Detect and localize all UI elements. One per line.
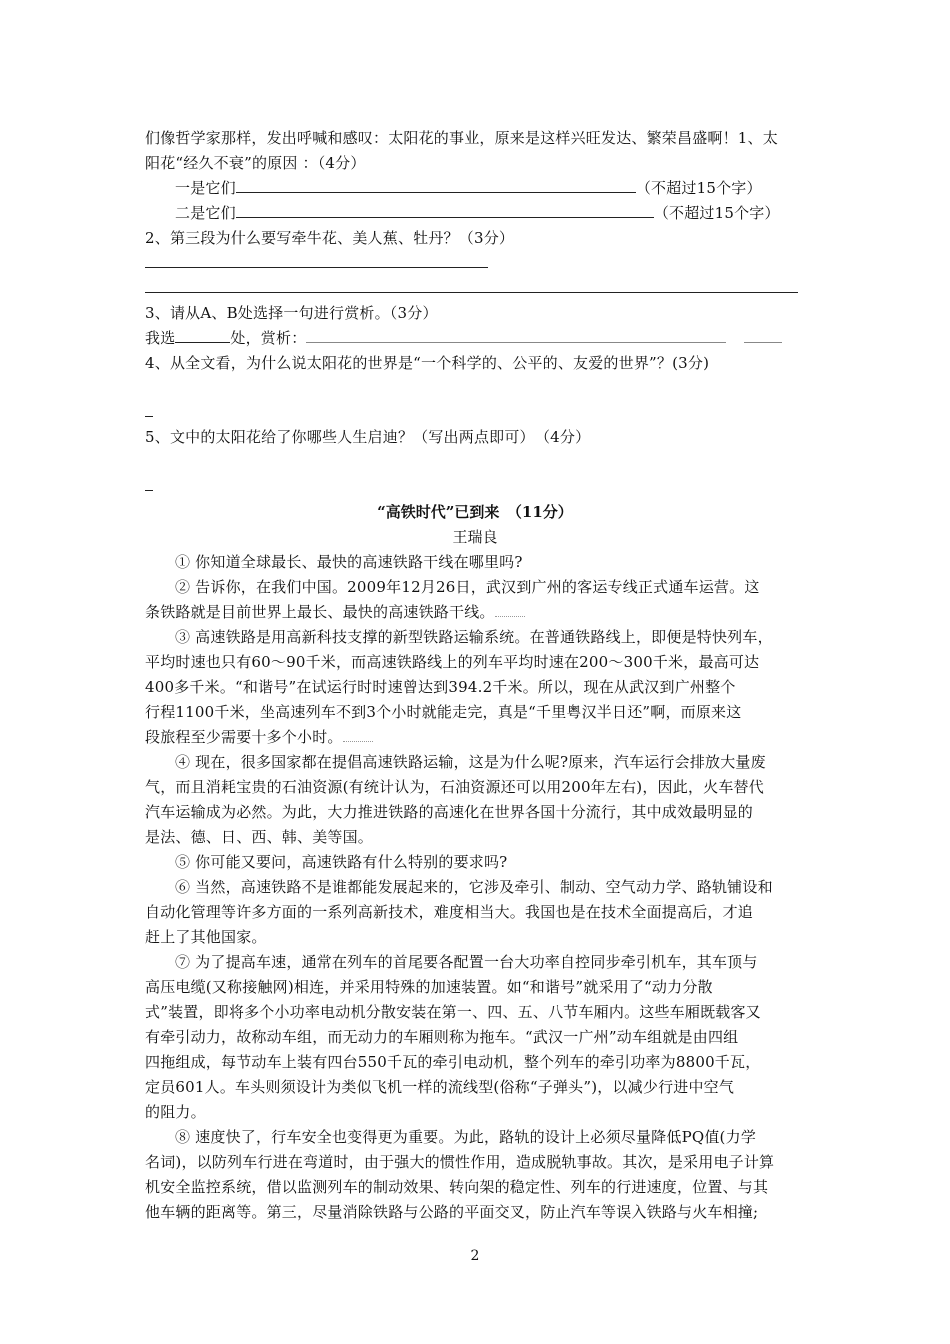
article-author: 王瑞良 <box>452 528 498 546</box>
q5-text: 5、文中的太阳花给了你哪些人生启迪？（写出两点即可） （4分） <box>145 428 591 446</box>
article-line: ⑦ 为了提高车速，通常在列车的首尾要各配置一台大功率自控同步牵引机车，其车顶与 <box>175 953 758 971</box>
article-line: 行程1100千米，坐高速列车不到3个小时就能走完，真是“千里粤汉半日还”啊，而原来这 <box>145 703 742 721</box>
article-line: ⑥ 当然，高速铁路不是谁都能发展起来的，它涉及牵引、制动、空气动力学、路轨铺设和 <box>175 878 773 896</box>
q3-choose-middle: 处，赏析： <box>230 329 307 347</box>
article-line: 赶上了其他国家。 <box>145 928 267 946</box>
article-line: ① 你知道全球最长、最快的高速铁路干线在哪里吗? <box>175 553 523 571</box>
q1-b-blank[interactable] <box>236 203 654 218</box>
q1-answer-b <box>175 203 780 223</box>
article-line: 四拖组成，每节动车上装有四台550千瓦的牵引电动机，整个列车的牵引功率为8800千瓦， <box>145 1053 761 1071</box>
q2-text: 2、第三段为什么要写牵牛花、美人蕉、牡丹？（3分） <box>145 229 515 247</box>
page-number: 2 <box>470 1248 480 1264</box>
q3-analysis-blank-end[interactable] <box>744 328 782 343</box>
article-line: ② 告诉你，在我们中国。2009年12月26日，武汉到广州的客运专线正式通车运营。这 <box>175 578 760 596</box>
q1-a-prefix: 一是它们 <box>175 179 236 197</box>
article-line: 定员601人。车头则须设计为类似飞机一样的流线型(俗称“子弹头”)，以减少行进中空气 <box>145 1078 735 1096</box>
continuation-line-2: 阳花“经久不衰”的原因 ：（4分） <box>145 154 366 172</box>
continuation-line-1: 们像哲学家那样，发出呼喊和感叹：太阳花的事业，原来是这样兴旺发达、繁荣昌盛啊！1、太 <box>145 129 778 147</box>
q3-choose-prefix: 我选 <box>145 329 176 347</box>
q5-answer-mark[interactable] <box>145 490 153 491</box>
article-line: 机安全监控系统，借以监测列车的制动效果、转向架的稳定性、列车的行进速度，位置、与其 <box>145 1178 769 1196</box>
article-line: 气，而且消耗宝贵的石油资源(有统计认为，石油资源还可以用200年左右)，因此，火车替代 <box>145 778 764 796</box>
q2-answer-line-1[interactable] <box>145 267 488 268</box>
q4-answer-mark[interactable] <box>145 416 153 417</box>
q3-choose-line <box>145 328 782 348</box>
q3-text: 3、请从A、B处选择一句进行赏析。（3分） <box>145 304 438 322</box>
q1-b-suffix: （不超过15个字） <box>653 204 780 222</box>
article-line: 自动化管理等许多方面的一系列高新技术，难度相当大。我国也是在技术全面提高后，才追 <box>145 903 754 921</box>
article-line: 名词)，以防列车行进在弯道时，由于强大的惯性作用，造成脱轨事故。其次，是采用电子计算 <box>145 1153 775 1171</box>
article-title: “高铁时代”已到来 （11分） <box>377 503 573 521</box>
q1-a-suffix: （不超过15个字） <box>635 179 762 197</box>
article-line: 是法、德、日、西、韩、美等国。 <box>145 828 374 846</box>
q2-answer-line-2[interactable] <box>145 292 798 293</box>
article-line: 条铁路就是目前世界上最长、最快的高速铁路干线。 <box>145 602 525 622</box>
article-line: 式”装置，即将多个小功率电动机分散安装在第一、四、五、八节车厢内。这些车厢既载客又 <box>145 1003 761 1021</box>
q4-text: 4、从全文看，为什么说太阳花的世界是“一个科学的、公平的、友爱的世界”？(3分) <box>145 354 710 372</box>
article-line: 平均时速也只有60～90千米，而高速铁路线上的列车平均时速在200～300千米，最高可达 <box>145 653 760 671</box>
article-line: ⑧ 速度快了，行车安全也变得更为重要。为此，路轨的设计上必须尽量降低PQ值(力学 <box>175 1128 757 1146</box>
article-line: 高压电缆(又称接触网)相连，并采用特殊的加速装置。如“和谐号”就采用了“动力分散 <box>145 978 713 996</box>
article-line: 他车辆的距离等。第三，尽量消除铁路与公路的平面交叉，防止汽车等误入铁路与火车相撞; <box>145 1203 759 1221</box>
q1-a-blank[interactable] <box>236 178 636 193</box>
article-line: 段旅程至少需要十多个小时。 <box>145 727 373 747</box>
q1-b-prefix: 二是它们 <box>175 204 236 222</box>
article-line: 400多千米。“和谐号”在试运行时时速曾达到394.2千米。所以，现在从武汉到广州整个 <box>145 678 736 696</box>
article-line: ⑤ 你可能又要问，高速铁路有什么特别的要求吗? <box>175 853 508 871</box>
article-line: ④ 现在，很多国家都在提倡高速铁路运输，这是为什么呢?原来，汽车运行会排放大量废 <box>175 753 766 771</box>
article-line: 汽车运输成为必然。为此，大力推进铁路的高速化在世界各国十分流行，其中成效最明显的 <box>145 803 754 821</box>
article-line: 的阻力。 <box>145 1103 206 1121</box>
article-line: ③ 高速铁路是用高新科技支撑的新型铁路运输系统。在普通铁路线上，即便是特快列车， <box>175 628 773 646</box>
q1-answer-a <box>175 178 762 198</box>
spellcheck-mark <box>495 606 525 617</box>
q3-analysis-blank[interactable] <box>306 328 726 343</box>
article-line: 有牵引动力，故称动车组，而无动力的车厢则称为拖车。“武汉一广州”动车组就是由四组 <box>145 1028 739 1046</box>
q3-choice-blank[interactable] <box>175 328 230 343</box>
spellcheck-mark <box>343 731 373 742</box>
